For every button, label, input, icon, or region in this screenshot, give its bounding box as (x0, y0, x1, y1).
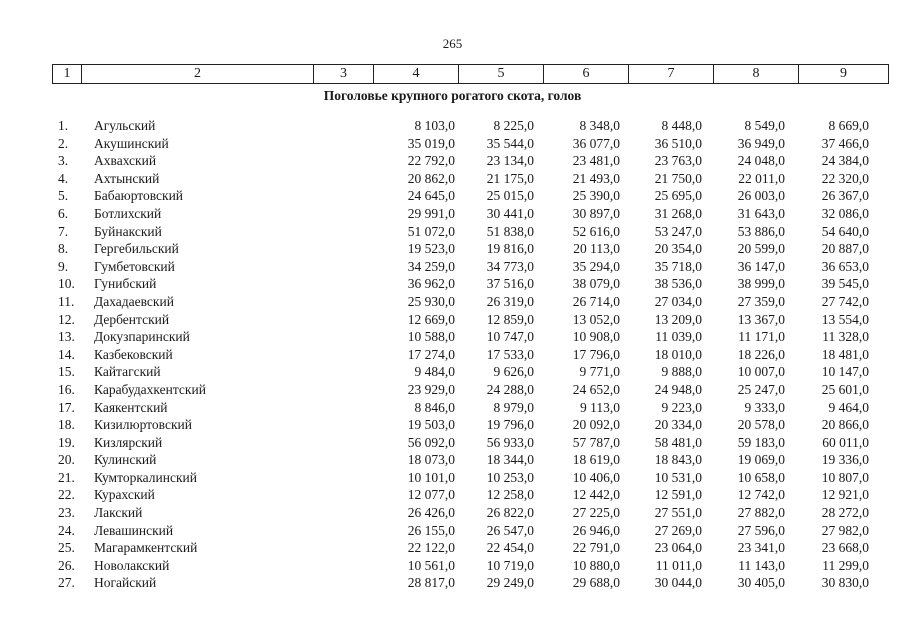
value-cell: 27 225,0 (572, 505, 620, 521)
value-cell: 8 669,0 (828, 118, 869, 133)
district-name: Дахадаевский (94, 293, 174, 309)
value-cell: 23 064,0 (654, 540, 702, 556)
district-name: Агульский (94, 118, 156, 133)
value-cell: 11 143,0 (738, 557, 785, 573)
row-number: 26. (58, 557, 75, 573)
value-cell: 9 223,0 (661, 399, 702, 415)
value-cell: 12 859,0 (486, 311, 534, 327)
value-cell: 10 747,0 (486, 329, 534, 345)
column-number-2: 2 (82, 65, 314, 84)
value-cell: 58 481,0 (654, 434, 702, 450)
value-cell: 37 516,0 (486, 276, 534, 292)
value-cell: 38 079,0 (572, 276, 620, 292)
value-cell: 34 259,0 (407, 258, 455, 274)
value-cell: 10 406,0 (572, 469, 620, 485)
value-cell: 22 122,0 (407, 540, 455, 556)
value-cell: 24 948,0 (654, 381, 702, 397)
column-number-6: 6 (544, 65, 629, 84)
value-cell: 32 086,0 (821, 205, 869, 221)
value-cell: 23 134,0 (486, 153, 534, 169)
value-cell: 20 354,0 (654, 241, 702, 257)
table-row (0, 206, 905, 224)
value-cell: 25 601,0 (821, 381, 869, 397)
value-cell: 11 299,0 (822, 557, 869, 573)
value-cell: 24 048,0 (737, 153, 785, 169)
value-cell: 25 247,0 (737, 381, 785, 397)
value-cell: 13 052,0 (572, 311, 620, 327)
district-name: Акушинский (94, 135, 169, 151)
value-cell: 30 405,0 (737, 575, 785, 591)
table-row (0, 470, 905, 488)
table-row (0, 153, 905, 171)
value-cell: 8 103,0 (414, 118, 455, 133)
column-number-header (52, 64, 889, 84)
value-cell: 10 588,0 (407, 329, 455, 345)
value-cell: 10 531,0 (654, 469, 702, 485)
value-cell: 10 719,0 (486, 557, 534, 573)
value-cell: 19 503,0 (407, 417, 455, 433)
value-cell: 9 333,0 (744, 399, 785, 415)
value-cell: 36 147,0 (737, 258, 785, 274)
table-row (0, 382, 905, 400)
value-cell: 10 561,0 (407, 557, 455, 573)
value-cell: 20 887,0 (821, 241, 869, 257)
value-cell: 13 209,0 (654, 311, 702, 327)
value-cell: 21 493,0 (572, 170, 620, 186)
value-cell: 24 384,0 (821, 153, 869, 169)
row-number: 27. (58, 575, 75, 591)
value-cell: 27 551,0 (654, 505, 702, 521)
value-cell: 37 466,0 (821, 135, 869, 151)
value-cell: 19 523,0 (407, 241, 455, 257)
table-row (0, 523, 905, 541)
district-name: Кулинский (94, 452, 157, 468)
row-number: 1. (58, 118, 69, 133)
district-name: Ботлихский (94, 205, 162, 221)
value-cell: 20 578,0 (737, 417, 785, 433)
value-cell: 30 897,0 (572, 205, 620, 221)
table-row (0, 224, 905, 242)
row-number: 23. (58, 505, 75, 521)
value-cell: 10 908,0 (572, 329, 620, 345)
table-row (0, 400, 905, 418)
value-cell: 51 072,0 (407, 223, 455, 239)
value-cell: 18 843,0 (654, 452, 702, 468)
column-number-9: 9 (799, 65, 889, 84)
value-cell: 18 344,0 (486, 452, 534, 468)
district-name: Гергебильский (94, 241, 179, 257)
table-row (0, 347, 905, 365)
value-cell: 9 113,0 (580, 399, 620, 415)
value-cell: 10 880,0 (572, 557, 620, 573)
value-cell: 23 341,0 (737, 540, 785, 556)
row-number: 16. (58, 381, 75, 397)
district-name: Кумторкалинский (94, 469, 197, 485)
value-cell: 8 348,0 (579, 118, 620, 133)
table-row (0, 575, 905, 593)
value-cell: 9 484,0 (414, 364, 455, 380)
column-number-1: 1 (53, 65, 82, 84)
value-cell: 24 652,0 (572, 381, 620, 397)
table-row (0, 558, 905, 576)
value-cell: 26 003,0 (737, 188, 785, 204)
value-cell: 10 807,0 (821, 469, 869, 485)
table-row (0, 241, 905, 259)
value-cell: 12 669,0 (407, 311, 455, 327)
value-cell: 35 019,0 (407, 135, 455, 151)
value-cell: 13 554,0 (821, 311, 869, 327)
row-number: 24. (58, 522, 75, 538)
value-cell: 26 426,0 (407, 505, 455, 521)
table-row (0, 435, 905, 453)
value-cell: 26 367,0 (821, 188, 869, 204)
value-cell: 28 272,0 (821, 505, 869, 521)
table-row (0, 188, 905, 206)
value-cell: 30 441,0 (486, 205, 534, 221)
row-number: 15. (58, 364, 75, 380)
value-cell: 26 946,0 (572, 522, 620, 538)
value-cell: 28 817,0 (407, 575, 455, 591)
value-cell: 38 999,0 (737, 276, 785, 292)
column-number-7: 7 (629, 65, 714, 84)
value-cell: 22 320,0 (821, 170, 869, 186)
value-cell: 59 183,0 (737, 434, 785, 450)
table-row (0, 118, 905, 136)
row-number: 14. (58, 346, 75, 362)
value-cell: 13 367,0 (737, 311, 785, 327)
value-cell: 39 545,0 (821, 276, 869, 292)
value-cell: 29 991,0 (407, 205, 455, 221)
district-name: Магарамкентский (94, 540, 198, 556)
value-cell: 8 549,0 (744, 118, 785, 133)
value-cell: 36 949,0 (737, 135, 785, 151)
value-cell: 53 886,0 (737, 223, 785, 239)
row-number: 5. (58, 188, 69, 204)
value-cell: 25 930,0 (407, 293, 455, 309)
table-row (0, 276, 905, 294)
value-cell: 11 171,0 (738, 329, 785, 345)
district-name: Ногайский (94, 575, 157, 591)
value-cell: 22 792,0 (407, 153, 455, 169)
value-cell: 9 888,0 (661, 364, 702, 380)
value-cell: 26 822,0 (486, 505, 534, 521)
value-cell: 26 547,0 (486, 522, 534, 538)
value-cell: 57 787,0 (572, 434, 620, 450)
value-cell: 24 645,0 (407, 188, 455, 204)
value-cell: 27 034,0 (654, 293, 702, 309)
district-name: Дербентский (94, 311, 170, 327)
value-cell: 9 464,0 (828, 399, 869, 415)
row-number: 13. (58, 329, 75, 345)
table-row (0, 259, 905, 277)
value-cell: 18 619,0 (572, 452, 620, 468)
value-cell: 20 599,0 (737, 241, 785, 257)
value-cell: 10 101,0 (407, 469, 455, 485)
value-cell: 36 653,0 (821, 258, 869, 274)
district-name: Кизлярский (94, 434, 163, 450)
value-cell: 10 147,0 (821, 364, 869, 380)
value-cell: 8 225,0 (493, 118, 534, 133)
value-cell: 60 011,0 (822, 434, 869, 450)
table-row (0, 452, 905, 470)
value-cell: 10 007,0 (737, 364, 785, 380)
value-cell: 27 269,0 (654, 522, 702, 538)
value-cell: 52 616,0 (572, 223, 620, 239)
value-cell: 17 533,0 (486, 346, 534, 362)
value-cell: 31 268,0 (654, 205, 702, 221)
value-cell: 23 929,0 (407, 381, 455, 397)
value-cell: 20 334,0 (654, 417, 702, 433)
value-cell: 9 771,0 (579, 364, 620, 380)
value-cell: 23 481,0 (572, 153, 620, 169)
value-cell: 27 359,0 (737, 293, 785, 309)
row-number: 3. (58, 153, 69, 169)
table-row (0, 312, 905, 330)
value-cell: 8 448,0 (661, 118, 702, 133)
row-number: 11. (58, 293, 75, 309)
value-cell: 29 688,0 (572, 575, 620, 591)
value-cell: 20 113,0 (573, 241, 620, 257)
value-cell: 12 258,0 (486, 487, 534, 503)
district-name: Буйнакский (94, 223, 162, 239)
table-row (0, 294, 905, 312)
value-cell: 54 640,0 (821, 223, 869, 239)
value-cell: 23 763,0 (654, 153, 702, 169)
value-cell: 36 077,0 (572, 135, 620, 151)
section-title: Поголовье крупного рогатого скота, голов (323, 88, 582, 103)
page-number: 265 (442, 36, 463, 51)
value-cell: 18 226,0 (737, 346, 785, 362)
value-cell: 19 796,0 (486, 417, 534, 433)
value-cell: 51 838,0 (486, 223, 534, 239)
row-number: 25. (58, 540, 75, 556)
value-cell: 20 092,0 (572, 417, 620, 433)
value-cell: 22 454,0 (486, 540, 534, 556)
value-cell: 12 742,0 (737, 487, 785, 503)
value-cell: 10 253,0 (486, 469, 534, 485)
value-cell: 11 328,0 (822, 329, 869, 345)
value-cell: 31 643,0 (737, 205, 785, 221)
row-number: 18. (58, 417, 75, 433)
district-name: Гунибский (94, 276, 157, 292)
value-cell: 30 830,0 (821, 575, 869, 591)
value-cell: 35 544,0 (486, 135, 534, 151)
value-cell: 12 442,0 (572, 487, 620, 503)
value-cell: 25 390,0 (572, 188, 620, 204)
value-cell: 20 862,0 (407, 170, 455, 186)
value-cell: 26 714,0 (572, 293, 620, 309)
district-name: Каякентский (94, 399, 168, 415)
value-cell: 26 155,0 (407, 522, 455, 538)
row-number: 6. (58, 205, 69, 221)
row-number: 20. (58, 452, 75, 468)
value-cell: 25 015,0 (486, 188, 534, 204)
value-cell: 23 668,0 (821, 540, 869, 556)
district-name: Левашинский (94, 522, 174, 538)
value-cell: 27 742,0 (821, 293, 869, 309)
district-name: Гумбетовский (94, 258, 175, 274)
row-number: 22. (58, 487, 75, 503)
value-cell: 19 336,0 (821, 452, 869, 468)
value-cell: 10 658,0 (737, 469, 785, 485)
district-name: Лакский (94, 505, 143, 521)
value-cell: 35 718,0 (654, 258, 702, 274)
district-name: Докузпаринский (94, 329, 190, 345)
data-table (0, 118, 905, 593)
value-cell: 34 773,0 (486, 258, 534, 274)
table-row (0, 136, 905, 154)
value-cell: 56 933,0 (486, 434, 534, 450)
value-cell: 17 796,0 (572, 346, 620, 362)
row-number: 19. (58, 434, 75, 450)
column-number-3: 3 (314, 65, 374, 84)
value-cell: 29 249,0 (486, 575, 534, 591)
district-name: Кизилюртовский (94, 417, 192, 433)
value-cell: 19 069,0 (737, 452, 785, 468)
value-cell: 8 846,0 (414, 399, 455, 415)
value-cell: 38 536,0 (654, 276, 702, 292)
value-cell: 21 750,0 (654, 170, 702, 186)
district-name: Бабаюртовский (94, 188, 184, 204)
district-name: Казбековский (94, 346, 173, 362)
row-number: 8. (58, 241, 69, 257)
table-row (0, 417, 905, 435)
value-cell: 30 044,0 (654, 575, 702, 591)
value-cell: 56 092,0 (407, 434, 455, 450)
value-cell: 22 791,0 (572, 540, 620, 556)
value-cell: 27 982,0 (821, 522, 869, 538)
district-name: Карабудахкентский (94, 381, 206, 397)
district-name: Кайтагский (94, 364, 161, 380)
column-number-4: 4 (374, 65, 459, 84)
row-number: 12. (58, 311, 75, 327)
row-number: 9. (58, 258, 69, 274)
value-cell: 35 294,0 (572, 258, 620, 274)
value-cell: 11 011,0 (655, 557, 702, 573)
value-cell: 12 077,0 (407, 487, 455, 503)
row-number: 17. (58, 399, 75, 415)
district-name: Курахский (94, 487, 155, 503)
value-cell: 18 010,0 (654, 346, 702, 362)
value-cell: 27 596,0 (737, 522, 785, 538)
row-number: 4. (58, 170, 69, 186)
value-cell: 24 288,0 (486, 381, 534, 397)
value-cell: 9 626,0 (493, 364, 534, 380)
table-row (0, 364, 905, 382)
value-cell: 36 510,0 (654, 135, 702, 151)
value-cell: 19 816,0 (486, 241, 534, 257)
value-cell: 26 319,0 (486, 293, 534, 309)
value-cell: 18 073,0 (407, 452, 455, 468)
column-number-5: 5 (459, 65, 544, 84)
row-number: 7. (58, 223, 69, 239)
value-cell: 53 247,0 (654, 223, 702, 239)
value-cell: 12 921,0 (821, 487, 869, 503)
row-number: 2. (58, 135, 69, 151)
value-cell: 12 591,0 (654, 487, 702, 503)
value-cell: 36 962,0 (407, 276, 455, 292)
value-cell: 25 695,0 (654, 188, 702, 204)
value-cell: 22 011,0 (738, 170, 785, 186)
row-number: 10. (58, 276, 75, 292)
column-number-8: 8 (714, 65, 799, 84)
table-row (0, 329, 905, 347)
value-cell: 27 882,0 (737, 505, 785, 521)
value-cell: 17 274,0 (407, 346, 455, 362)
district-name: Ахвахский (94, 153, 157, 169)
value-cell: 8 979,0 (493, 399, 534, 415)
value-cell: 18 481,0 (821, 346, 869, 362)
district-name: Ахтынский (94, 170, 160, 186)
value-cell: 20 866,0 (821, 417, 869, 433)
table-row (0, 505, 905, 523)
value-cell: 21 175,0 (486, 170, 534, 186)
district-name: Новолакский (94, 557, 170, 573)
table-row (0, 487, 905, 505)
table-row (0, 540, 905, 558)
table-row (0, 171, 905, 189)
value-cell: 11 039,0 (655, 329, 702, 345)
row-number: 21. (58, 469, 75, 485)
